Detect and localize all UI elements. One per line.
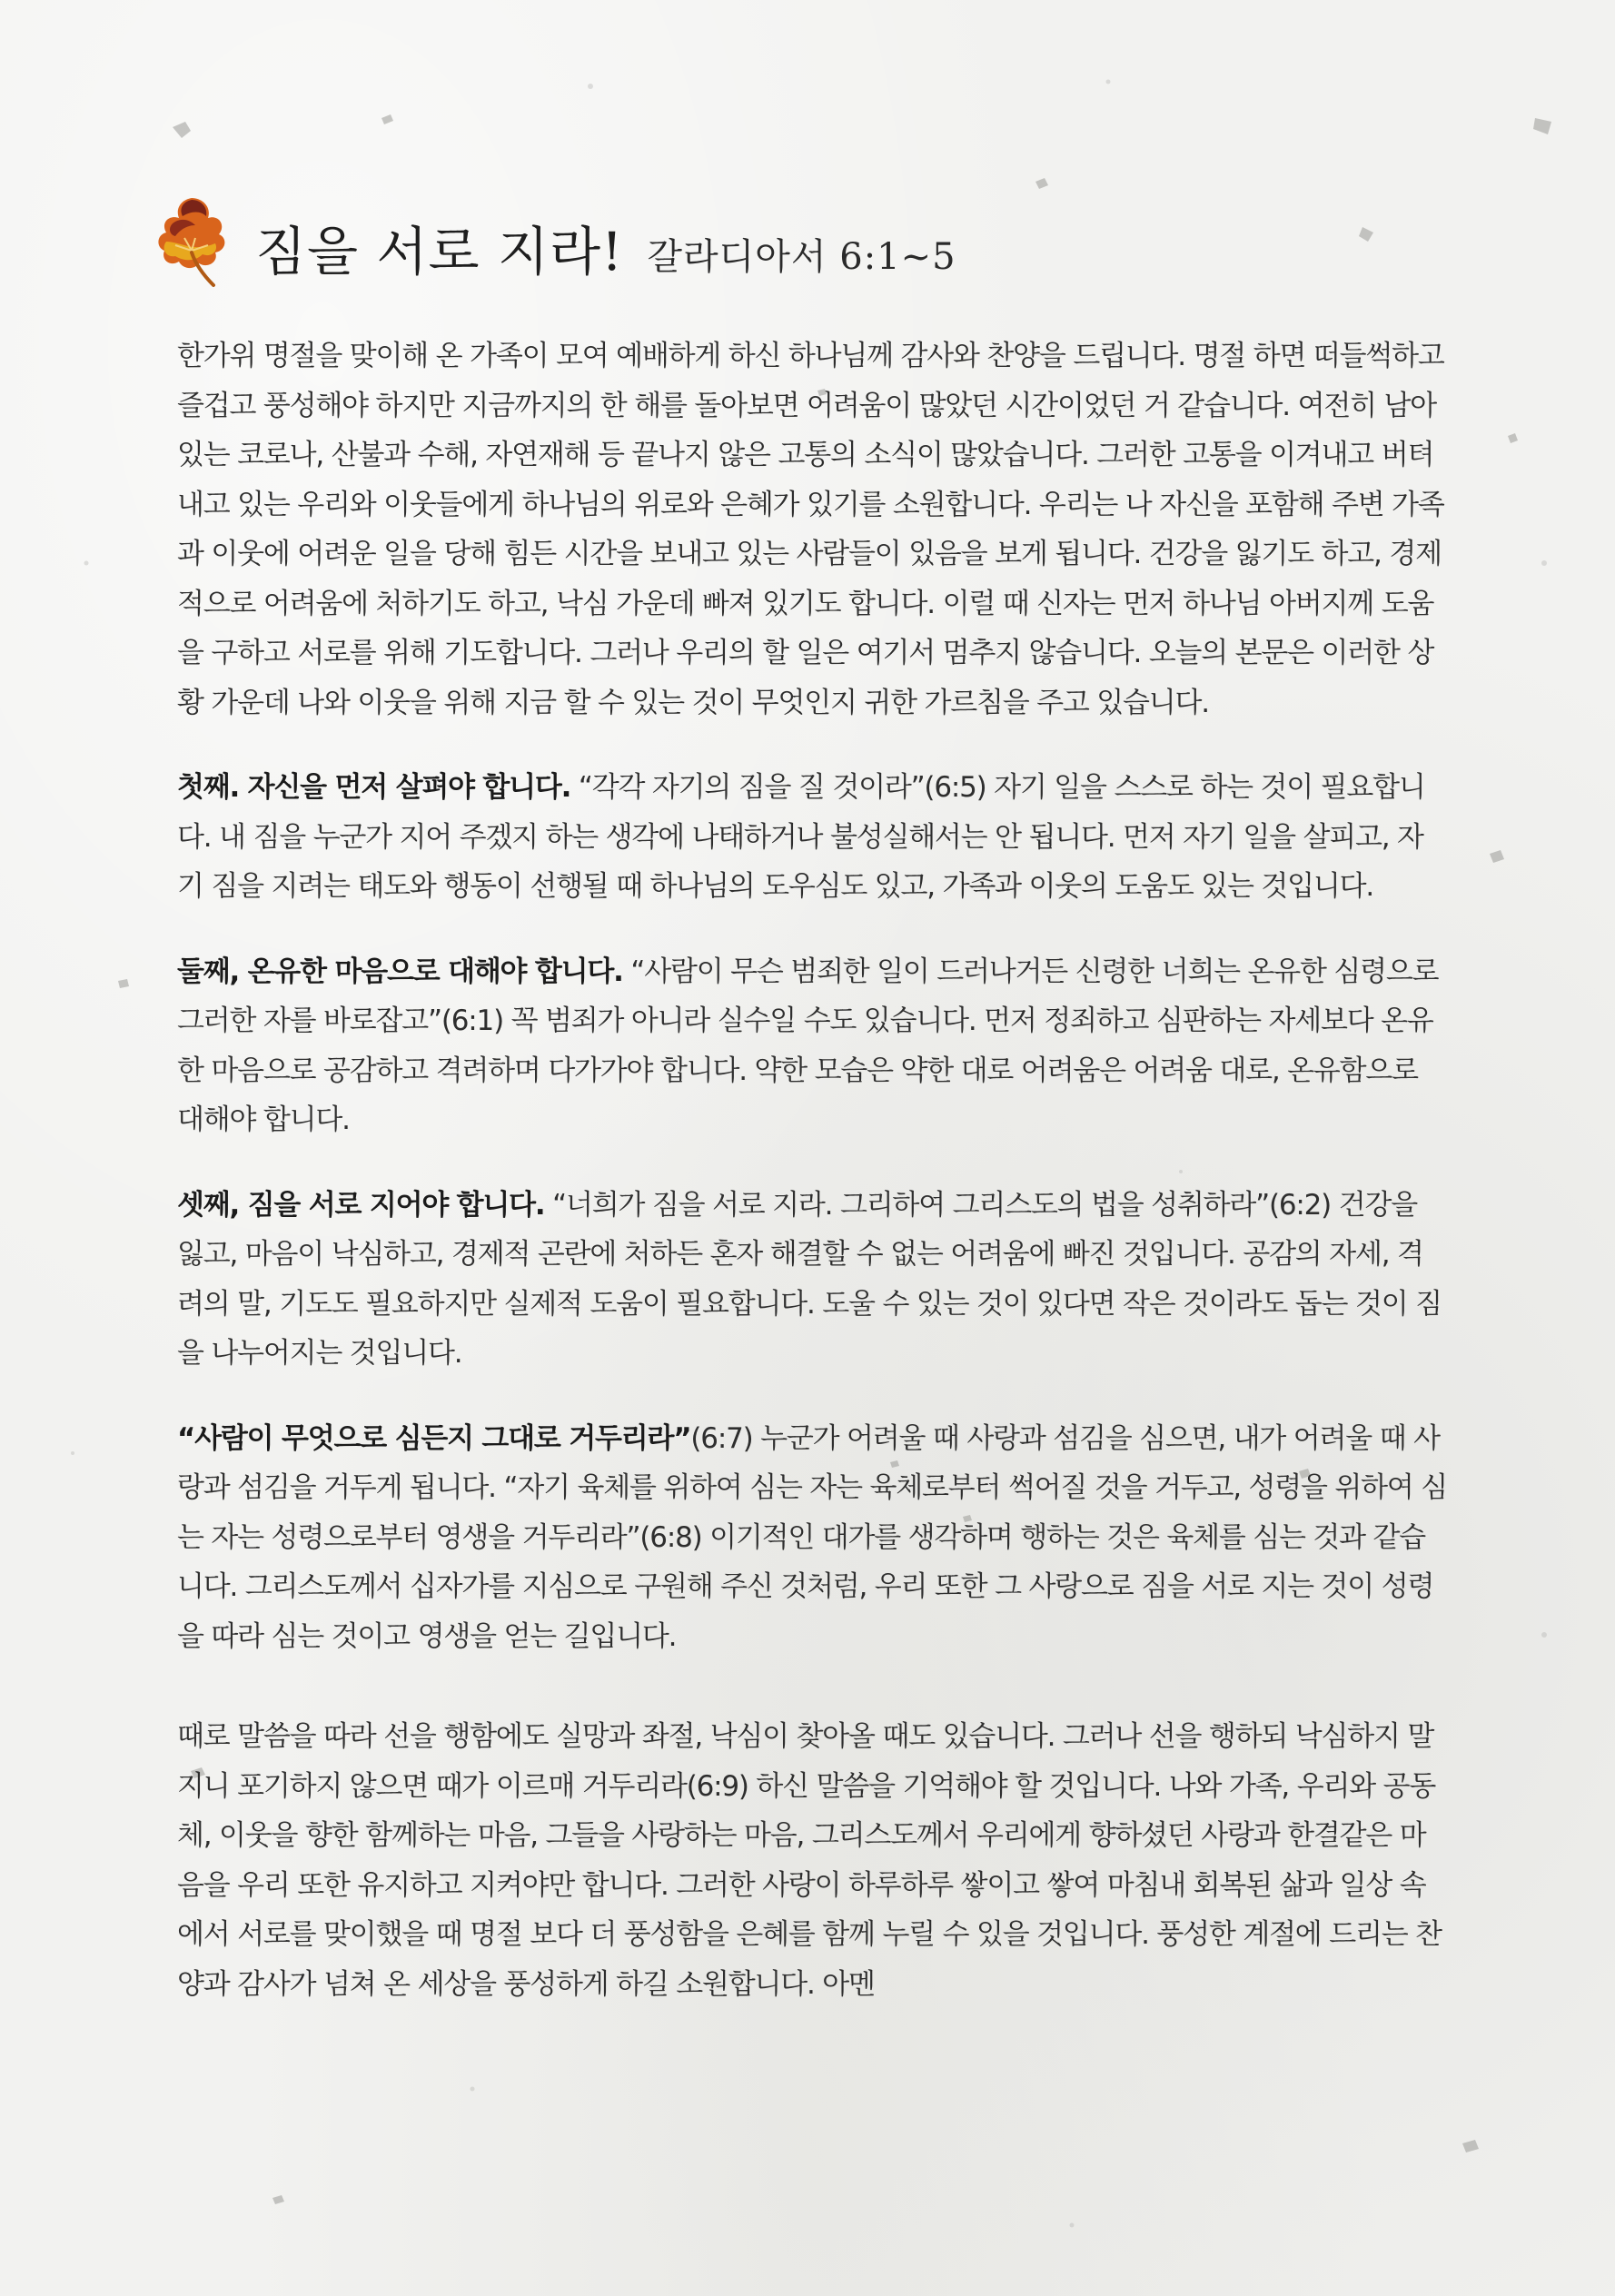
paragraph-text: “너희가 짐을 서로 지라. 그리하여 그리스도의 법을 성취하라”(6:2) 건강을 잃고, 마음이 낙심하고, 경제적 곤란에 처하든 혼자 해결할 수 없는 어려움에 빠진 것입니다. 공감의 자세, 격려의 말, 기도도 필요하지만 실제적 도움이 필요합니다. 도울 수 있는 것이 있다면 작은 것이라도 돕는 것이 짐을 나누어지는 것입니다.	[177, 1188, 1442, 1370]
sermon-body	[177, 332, 1449, 2009]
point-heading: “사람이 무엇으로 심든지 그대로 거두리라”	[177, 1421, 691, 1455]
point-one-paragraph	[177, 763, 1449, 912]
scripture-reference: 갈라디아서 6:1~5	[647, 235, 956, 278]
point-heading: 셋째, 짐을 서로 지어야 합니다.	[177, 1188, 545, 1222]
point-two-paragraph	[177, 947, 1449, 1145]
paragraph-text: 때로 말씀을 따라 선을 행함에도 실망과 좌절, 낙심이 찾아올 때도 있습니다. 그러나 선을 행하되 낙심하지 말지니 포기하지 않으면 때가 이르매 거두리라(6:9) 하신 말씀을 기억해야 할 것입니다. 나와 가족, 우리와 공동체, 이웃을 향한 함께하는 마음, 그들을 사랑하는 마음, 그리스도께서 우리에게 향하셨던 사랑과 한결같은 마음을 우리 또한 유지하고 지켜야만 합니다. 그러한 사랑이 하루하루 쌓이고 쌓여 마침내 회복된 삶과 일상 속에서 서로를 맞이했을 때 명절 보다 더 풍성함을 은혜를 함께 누릴 수 있을 것입니다. 풍성한 계절에 드리는 찬양과 감사가 넘쳐 온 세상을 풍성하게 하길 소원합니다. 아멘	[177, 1720, 1442, 2001]
closing-paragraph	[177, 1712, 1449, 2009]
point-three-paragraph	[177, 1181, 1449, 1379]
sowing-paragraph	[177, 1414, 1449, 1662]
paragraph-text: 한가위 명절을 맞이해 온 가족이 모여 예배하게 하신 하나님께 감사와 찬양을 드립니다. 명절 하면 떠들썩하고 즐겁고 풍성해야 하지만 지금까지의 한 해를 돌아보면 어려움이 많았던 시간이었던 거 같습니다. 여전히 남아 있는 코로나, 산불과 수해, 자연재해 등 끝나지 않은 고통의 소식이 많았습니다. 그러한 고통을 이겨내고 버텨내고 있는 우리와 이웃들에게 하나님의 위로와 은혜가 있기를 소원합니다. 우리는 나 자신을 포함해 주변 가족과 이웃에 어려운 일을 당해 힘든 시간을 보내고 있는 사람들이 있음을 보게 됩니다. 건강을 잃기도 하고, 경제적으로 어려움에 처하기도 하고, 낙심 가운데 빠져 있기도 합니다. 이럴 때 신자는 먼저 하나님 아버지께 도움을 구하고 서로를 위해 기도합니다. 그러나 우리의 할 일은 여기서 멈추지 않습니다. 오늘의 본문은 이러한 상황 가운데 나와 이웃을 위해 지금 할 수 있는 것이 무엇인지 귀한 가르침을 주고 있습니다.	[177, 340, 1444, 719]
paragraph-text: “사람이 무슨 범죄한 일이 드러나거든 신령한 너희는 온유한 심령으로 그러한 자를 바로잡고”(6:1) 꼭 범죄가 아니라 실수일 수도 있습니다. 먼저 정죄하고 심판하는 자세보다 온유한 마음으로 공감하고 격려하며 다가가야 합니다. 약한 모습은 약한 대로 어려움은 어려움 대로, 온유함으로 대해야 합니다.	[177, 955, 1439, 1136]
point-heading: 첫째. 자신을 먼저 살펴야 합니다.	[177, 771, 571, 804]
point-heading: 둘째, 온유한 마음으로 대해야 합니다.	[177, 955, 623, 988]
paragraph-text: (6:7) 누군가 어려울 때 사랑과 섬김을 심으면, 내가 어려울 때 사랑과 섬김을 거두게 됩니다. “자기 육체를 위하여 심는 자는 육체로부터 썩어질 것을 거두고, 성령을 위하여 심는 자는 성령으로부터 영생을 거두리라”(6:8) 이기적인 대가를 생각하며 행하는 것은 육체를 심는 것과 같습니다. 그리스도께서 십자가를 지심으로 구원해 주신 것처럼, 우리 또한 그 사랑으로 짐을 서로 지는 것이 성령을 따라 심는 것이고 영생을 얻는 길입니다.	[177, 1421, 1448, 1653]
page-title: 짐을 서로 지라!	[255, 221, 624, 282]
paragraph-text: “각각 자기의 짐을 질 것이라”(6:5) 자기 일을 스스로 하는 것이 필요합니다. 내 짐을 누군가 지어 주겠지 하는 생각에 나태하거나 불성실해서는 안 됩니다. 먼저 자기 일을 살피고, 자기 짐을 지려는 태도와 행동이 선행될 때 하나님의 도우심도 있고, 가족과 이웃의 도움도 있는 것입니다.	[177, 771, 1425, 903]
title-header	[148, 193, 956, 292]
autumn-leaf-icon	[148, 194, 235, 291]
intro-paragraph	[177, 332, 1449, 727]
